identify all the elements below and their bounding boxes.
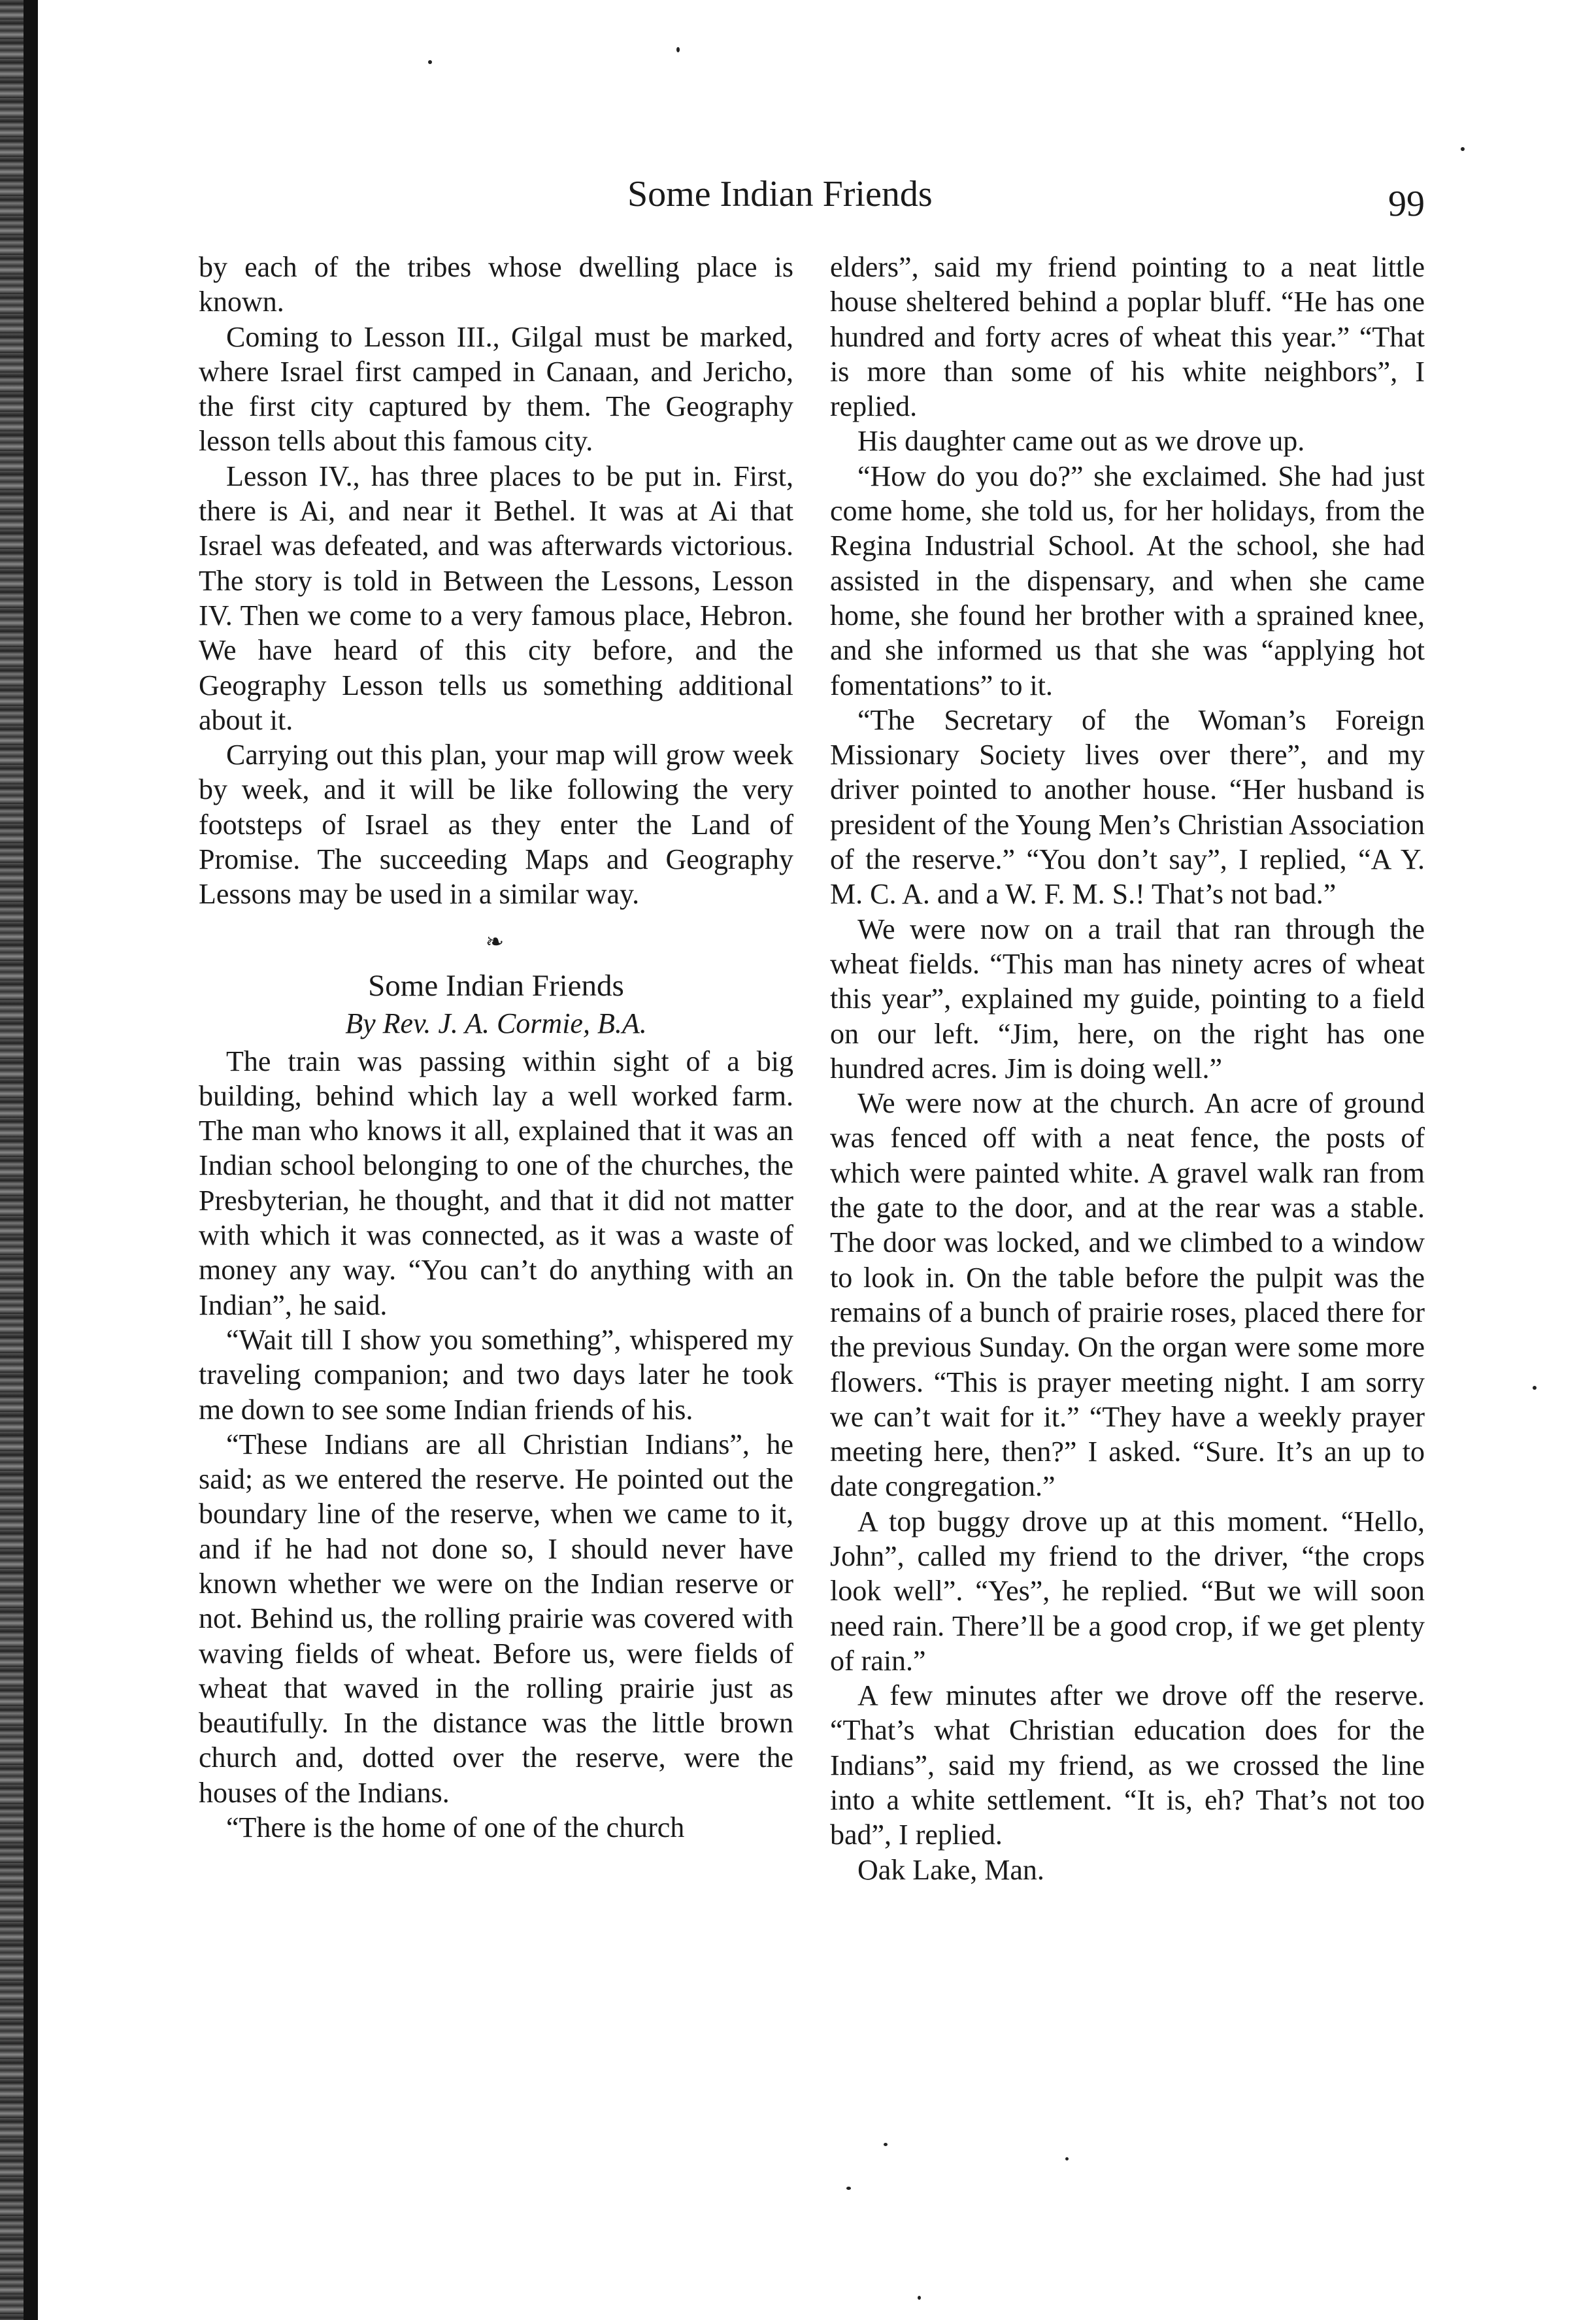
paragraph: A few minutes after we drove off the reserve. “That’s what Christian education does for the Indians”, said my friend, as we crossed the line into a white settlement. “It is, eh? That’s not too bad”, I replied.	[830, 1679, 1425, 1851]
paragraph: by each of the tribes whose dwelling place is known.	[199, 251, 793, 318]
paragraph: A top buggy drove up at this moment. “Hello, John”, called my friend to the driver, “the crops look well”. “Yes”, he replied. “But we will soon need rain. There’ll be a good crop, if we get plenty of rain.”	[830, 1505, 1425, 1677]
paragraph: elders”, said my friend pointing to a neat little house sheltered behind a poplar bluff. “He has one hundred and forty acres of wheat this year.” “That is more than some of his white neighbors”, I replied.	[830, 251, 1425, 423]
scan-speck	[1461, 147, 1465, 151]
page-header	[196, 163, 1425, 229]
article-byline: By Rev. J. A. Cormie, B.A.	[345, 1007, 647, 1040]
paragraph: “The Secretary of the Woman’s Foreign Missionary Society lives over there”, and my driver pointed to another house. “Her husband is president of the Young Men’s Christian Association of the reserve.” “You don’t say”, I replied, “A Y. M. C. A. and a W. F. M. S.! That’s not bad.”	[830, 703, 1425, 911]
binding-edge-rule	[24, 0, 38, 2320]
paragraph: “These Indians are all Christian Indians”, he said; as we entered the reserve. He pointed out the boundary line of the reserve, when we came to it, and if he had not done so, I should never have known whether we were on the Indian reserve or not. Behind us, the rolling prairie was covered with waving fields of wheat. Before us, were fields of wheat that waved in the rolling prairie just as beautifully. In the distance was the little brown church and, dotted over the reserve, were the houses of the Indians.	[199, 1428, 793, 1809]
article-title: Some Indian Friends	[368, 968, 624, 1003]
scan-speck	[428, 60, 432, 64]
paragraph: His daughter came out as we drove up.	[857, 425, 1305, 458]
scan-speck	[1533, 1386, 1537, 1390]
scan-speck	[846, 2187, 851, 2190]
scan-speck	[676, 47, 680, 52]
scan-edge-shadow	[0, 0, 24, 2320]
paragraph: We were now on a trail that ran through the wheat fields. “This man has ninety acres of wheat this year”, explained my guide, pointing to a field on our left. “Jim, here, on the right has one hundred acres. Jim is doing well.”	[830, 913, 1425, 1084]
paragraph: “Wait till I show you something”, whispered my traveling companion; and two days later he took me down to see some Indian friends of his.	[199, 1323, 793, 1426]
scan-speck	[884, 2143, 888, 2146]
scan-speck	[1065, 2157, 1069, 2160]
left-column	[199, 250, 793, 1845]
page-number: 99	[1388, 184, 1425, 224]
right-column	[830, 250, 1425, 1887]
section-ornament: ❧	[485, 930, 507, 954]
running-title: Some Indian Friends	[627, 174, 933, 214]
paragraph: Carrying out this plan, your map will grow week by week, and it will be like following the very footsteps of Israel as they enter the Land of Promise. The succeeding Maps and Geography Lessons may be used in a similar way.	[199, 739, 793, 911]
paragraph: Coming to Lesson III., Gilgal must be marked, where Israel first camped in Canaan, and Jericho, the first city captured by them. The Geography lesson tells about this famous city.	[199, 320, 793, 458]
paragraph: Lesson IV., has three places to be put in. First, there is Ai, and near it Bethel. It was at Ai that Israel was defeated, and was afterwards victorious. The story is told in Between the Lessons, Lesson IV. Then we come to a very famous place, Hebron. We have heard of this city before, and the Geography Lesson tells us something additional about it.	[199, 460, 793, 736]
signature-line: Oak Lake, Man.	[857, 1853, 1044, 1886]
paragraph: “There is the home of one of the church	[226, 1811, 685, 1844]
paragraph: We were now at the church. An acre of ground was fenced off with a neat fence, the posts of which were painted white. A gravel walk ran from the gate to the door, and at the rear was a stable. The door was locked, and we climbed to a window to look in. On the table before the pulpit was the remains of a bunch of prairie roses, placed there for the previous Sunday. On the organ were some more flowers. “This is prayer meeting night. I am sorry we can’t wait for it.” “They have a weekly prayer meeting here, then?” I asked. “Sure. It’s an up to date congregation.”	[830, 1087, 1425, 1503]
paragraph: The train was passing within sight of a big building, behind which lay a well worked farm. The man who knows it all, explained that it was an Indian school belonging to one of the churches, the Presbyterian, he thought, and that it did not matter with which it was connected, as it was a waste of money any way. “You can’t do anything with an Indian”, he said.	[199, 1045, 793, 1321]
paragraph: “How do you do?” she exclaimed. She had just come home, she told us, for her holidays, from the Regina Industrial School. At the school, she had assisted in the dispensary, and when she came home, she found her brother with a sprained knee, and she informed us that she was “applying hot fomentations” to it.	[830, 460, 1425, 701]
scan-speck	[918, 2296, 921, 2300]
